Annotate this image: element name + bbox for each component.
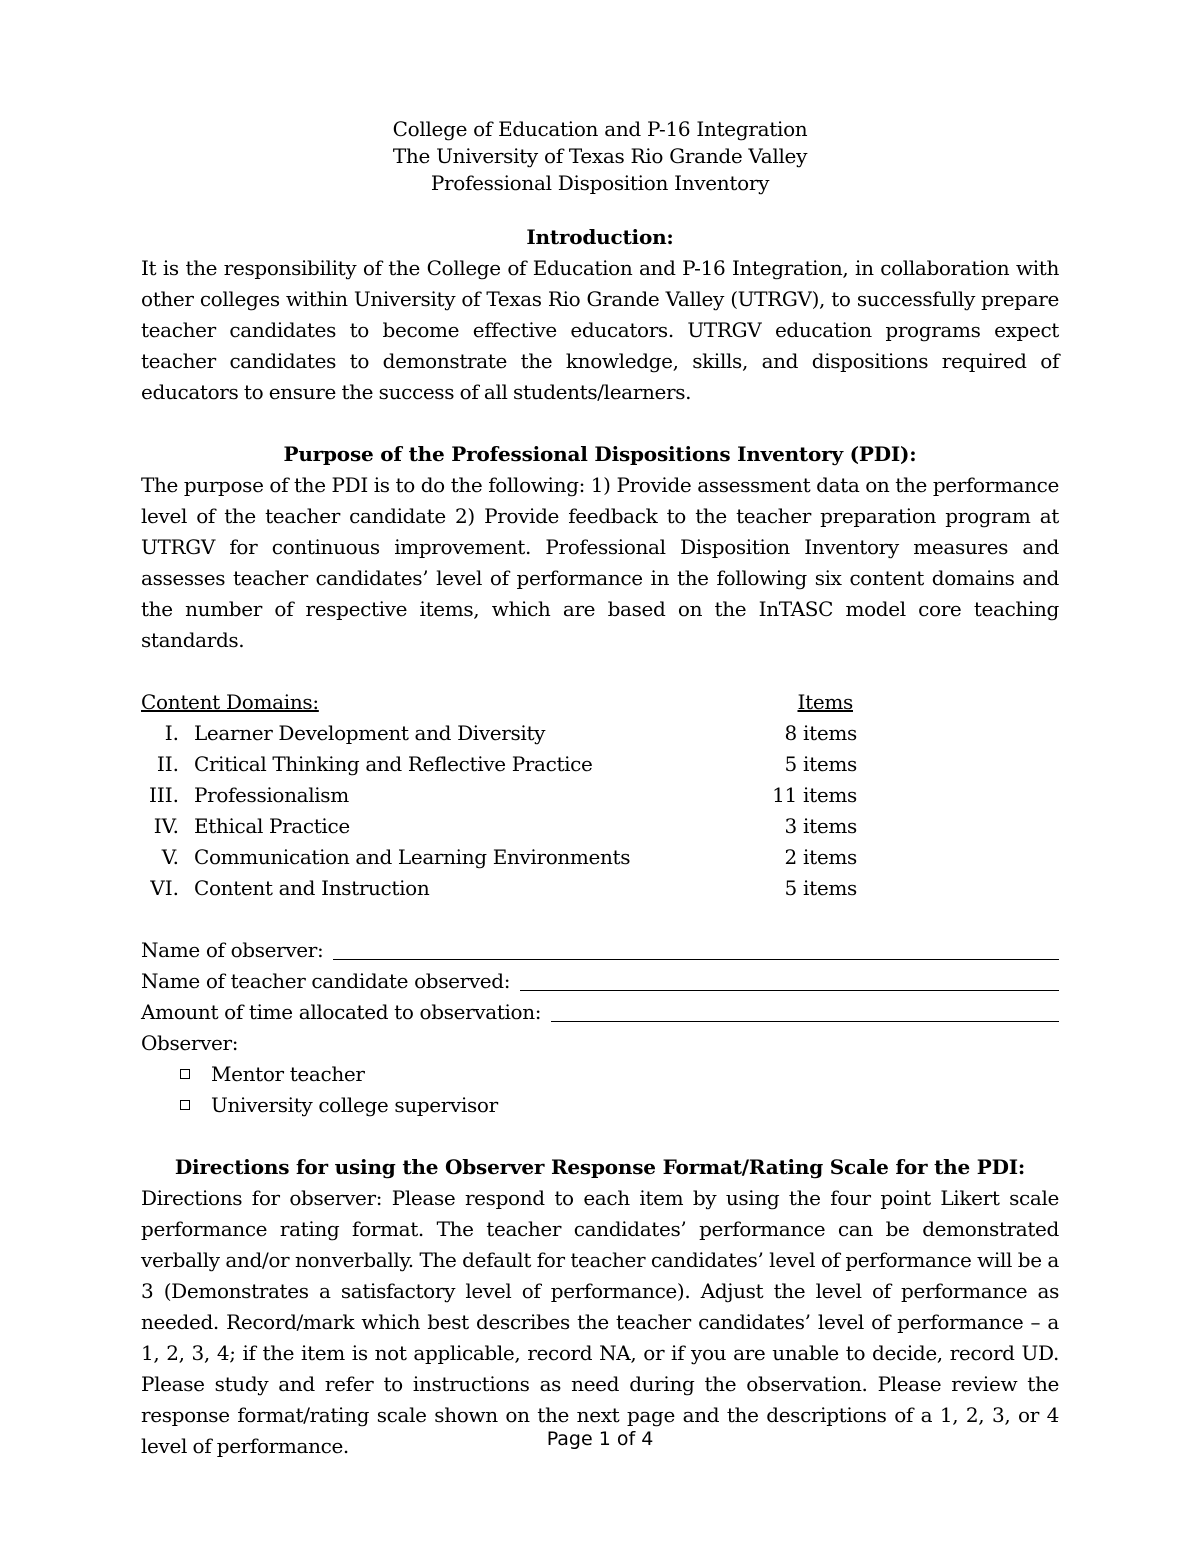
time-allocated-field — [141, 997, 1059, 1028]
observer-name-label: Name of observer: — [141, 938, 324, 962]
content-domains-header — [141, 687, 1059, 718]
spacer — [141, 904, 1059, 935]
spacer — [141, 197, 1059, 222]
domain-row — [141, 749, 1059, 780]
domain-label: Professionalism — [194, 783, 349, 807]
observer-name-field — [141, 935, 1059, 966]
purpose-heading: Purpose of the Professional Dispositions Inventory (PDI): — [283, 442, 917, 466]
observer-name-line[interactable] — [333, 959, 1059, 960]
checkbox-icon[interactable] — [180, 1069, 190, 1079]
candidate-name-label: Name of teacher candidate observed: — [141, 969, 511, 993]
domain-item-count: 11 items — [772, 783, 857, 807]
domain-number: IV. — [153, 814, 179, 838]
candidate-name-field — [141, 966, 1059, 997]
domain-row — [141, 811, 1059, 842]
domain-item-count: 2 items — [784, 845, 857, 869]
document-body — [141, 116, 1059, 1462]
time-allocated-label: Amount of time allocated to observation: — [141, 1000, 542, 1024]
header-line-document-title: Professional Disposition Inventory — [430, 171, 770, 195]
content-domains-header-label: Content Domains: — [141, 690, 319, 714]
purpose-paragraph: The purpose of the PDI is to do the following: 1) Provide assessment data on the performance level of the teacher candidate 2) Provide feedback to the teacher preparation program at UTRGV for continuous improvement. Professional Disposition Inventory measures and assesses teacher candidates’ level of performance in the following six content domains and the number of respective items, which are based on the InTASC model core teaching standards. — [141, 473, 1059, 652]
time-allocated-line[interactable] — [551, 1021, 1059, 1022]
domain-label: Critical Thinking and Reflective Practice — [194, 752, 593, 776]
checkbox-icon[interactable] — [180, 1100, 190, 1110]
domain-label: Communication and Learning Environments — [194, 845, 631, 869]
spacer — [141, 408, 1059, 439]
content-domains-header-items: Items — [797, 690, 853, 714]
content-domains-table — [141, 687, 1059, 904]
candidate-name-line[interactable] — [520, 990, 1059, 991]
domain-item-count: 5 items — [784, 876, 857, 900]
spacer — [141, 656, 1059, 687]
domain-number: V. — [161, 845, 179, 869]
directions-heading: Directions for using the Observer Response Format/Rating Scale for the PDI: — [174, 1155, 1026, 1179]
introduction-heading: Introduction: — [526, 225, 674, 249]
domain-label: Content and Instruction — [194, 876, 430, 900]
domain-row — [141, 842, 1059, 873]
observer-option-label: University college supervisor — [211, 1093, 498, 1117]
observer-option-mentor[interactable] — [141, 1059, 1059, 1090]
domain-label: Ethical Practice — [194, 814, 350, 838]
header-line-college: College of Education and P-16 Integration — [392, 117, 808, 141]
directions-paragraph: Directions for observer: Please respond to each item by using the four point Likert scale performance rating format. The teacher candidates’ performance can be demonstrated verbally and/or nonverbally. The default for teacher candidates’ level of performance will be a 3 (Demonstrates a satisfactory level of performance). Adjust the level of performance as needed. Record/mark which best describes the teacher candidates’ level of performance – a 1, 2, 3, 4; if the item is not applicable, record NA, or if you are unable to decide, record UD. Please study and refer to instructions as need during the observation. Please review the response format/rating scale shown on the next page and the descriptions of a 1, 2, 3, or 4 level of performance. — [141, 1186, 1059, 1458]
domain-item-count: 3 items — [784, 814, 857, 838]
introduction-paragraph: It is the responsibility of the College of Education and P-16 Integration, in collaboration with other colleges within University of Texas Rio Grande Valley (UTRGV), to successfully prepare teacher candidates to become effective educators. UTRGV education programs expect teacher candidates to demonstrate the knowledge, skills, and dispositions required of educators to ensure the success of all students/learners. — [141, 256, 1059, 404]
domain-item-count: 8 items — [784, 721, 857, 745]
header-line-university: The University of Texas Rio Grande Valley — [392, 144, 808, 168]
domain-row — [141, 718, 1059, 749]
domain-row — [141, 780, 1059, 811]
domain-number: I. — [164, 721, 179, 745]
domain-number: II. — [156, 752, 179, 776]
observer-option-supervisor[interactable] — [141, 1090, 1059, 1121]
domain-item-count: 5 items — [784, 752, 857, 776]
domain-row — [141, 873, 1059, 904]
spacer — [141, 1121, 1059, 1152]
domain-number: VI. — [150, 876, 179, 900]
observer-option-label: Mentor teacher — [211, 1062, 365, 1086]
domain-number: III. — [148, 783, 179, 807]
page-number: Page 1 of 4 — [546, 1428, 654, 1450]
observer-type-label: Observer: — [141, 1031, 239, 1055]
domain-label: Learner Development and Diversity — [194, 721, 546, 745]
